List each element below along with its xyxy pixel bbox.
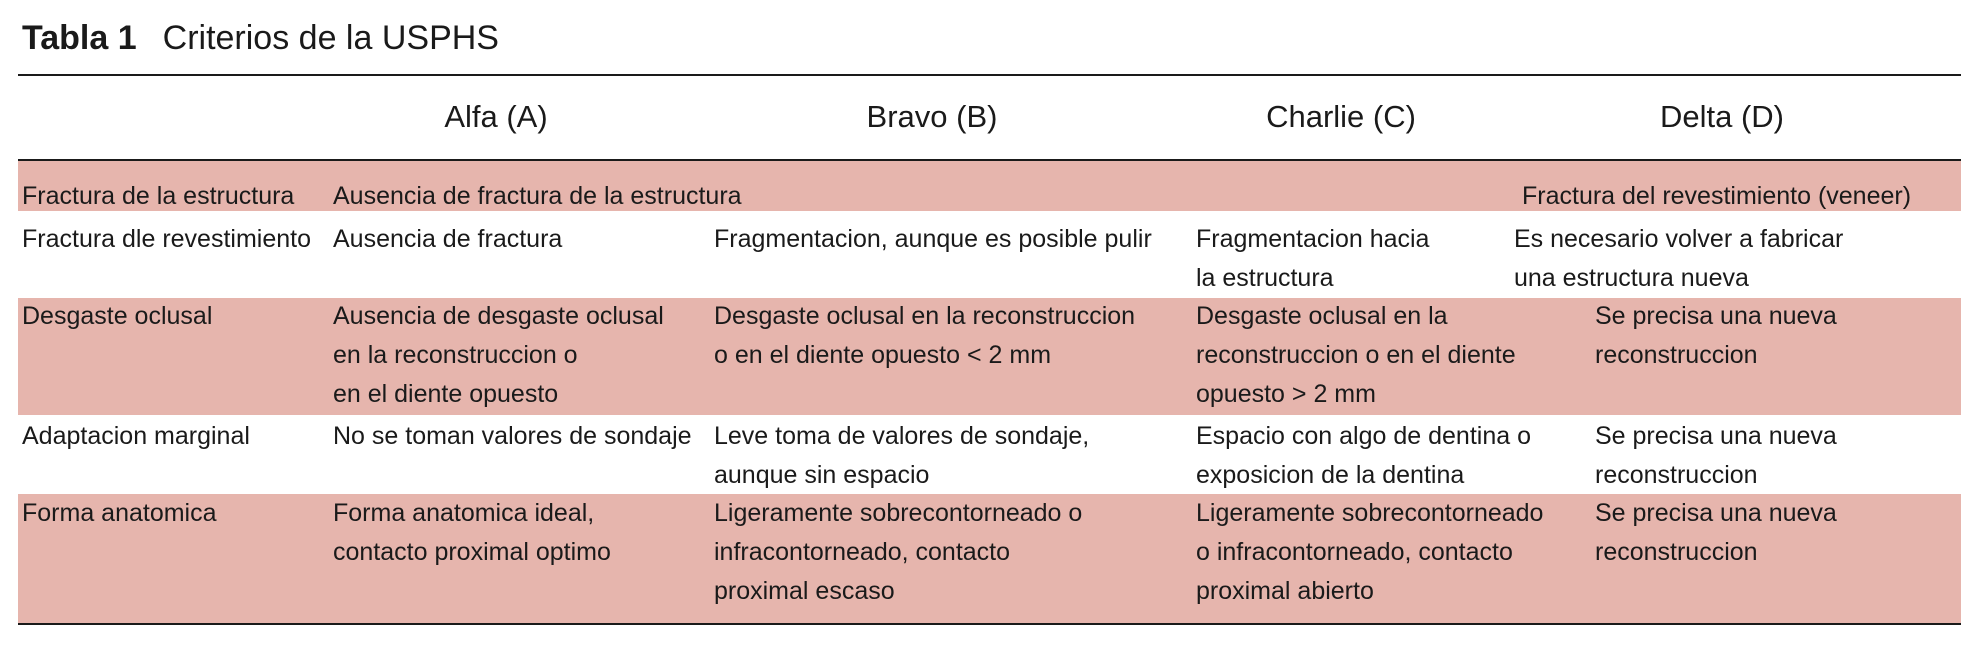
cell-line: Desgaste oclusal en la reconstruccion (714, 302, 1136, 330)
cell-line: Se precisa una nueva (1595, 499, 1837, 527)
cell-line: Ausencia de fractura (333, 225, 563, 253)
cell-line: Ausencia de fractura de la estructura (333, 182, 742, 210)
table-cell-label (22, 220, 311, 259)
cell-line: Fragmentacion, aunque es posible pulir (714, 225, 1152, 253)
cell-line: proximal escaso (714, 577, 895, 605)
cell-line: Ligeramente sobrecontorneado o (714, 499, 1083, 527)
cell-line: Leve toma de valores de sondaje, (714, 422, 1090, 450)
cell-line: en la reconstruccion o (333, 341, 578, 369)
cell-line: Fractura de la estructura (22, 182, 295, 210)
table-cell-a (333, 177, 742, 216)
table-cell-a (333, 494, 611, 572)
table-cell-b (714, 417, 1089, 495)
cell-line: Desgaste oclusal (22, 302, 213, 330)
table-cell-c (1196, 417, 1531, 495)
table-cell-label (22, 417, 250, 456)
table-cell-a (333, 220, 562, 259)
cell-line: Forma anatomica ideal, (333, 499, 595, 527)
cell-line: exposicion de la dentina (1196, 461, 1465, 489)
table-cell-a (333, 417, 692, 456)
cell-line: Desgaste oclusal en la (1196, 302, 1448, 330)
cell-line: proximal abierto (1196, 577, 1374, 605)
cell-line: infracontorneado, contacto (714, 538, 1011, 566)
cell-line: Fractura del revestimiento (veneer) (1522, 182, 1912, 210)
table-cell-c (1196, 220, 1429, 298)
column-header-charlie: Charlie (C) (1266, 99, 1416, 134)
table-cell-b (714, 494, 1082, 611)
cell-line: No se toman valores de sondaje (333, 422, 692, 450)
table-cell-label (22, 177, 294, 216)
cell-line: opuesto > 2 mm (1196, 380, 1376, 408)
table-cell-a (333, 297, 664, 414)
cell-line: aunque sin espacio (714, 461, 930, 489)
table-cell-d (1522, 177, 1911, 216)
cell-line: Fractura dle revestimiento (22, 225, 312, 253)
cell-line: Forma anatomica (22, 499, 217, 527)
table-title (22, 18, 499, 58)
cell-line: Ligeramente sobrecontorneado (1196, 499, 1544, 527)
column-header-bravo: Bravo (B) (866, 99, 998, 134)
cell-line: o infracontorneado, contacto (1196, 538, 1513, 566)
cell-line: Espacio con algo de dentina o (1196, 422, 1531, 450)
cell-line: contacto proximal optimo (333, 538, 611, 566)
cell-line: Adaptacion marginal (22, 422, 250, 450)
table-cell-d (1595, 494, 1837, 572)
top-rule (18, 74, 1961, 76)
table-cell-d (1595, 417, 1837, 495)
table-cell-c (1196, 494, 1543, 611)
cell-line: una estructura nueva (1514, 264, 1749, 292)
cell-line: Se precisa una nueva (1595, 302, 1837, 330)
table-cell-c (1196, 297, 1516, 414)
cell-line: Ausencia de desgaste oclusal (333, 302, 664, 330)
table-cell-d (1595, 297, 1837, 375)
table-cell-b (714, 297, 1135, 375)
table-number: Tabla 1 (22, 19, 137, 57)
bottom-rule (18, 623, 1961, 625)
table-cell-label (22, 297, 212, 336)
column-header-delta: Delta (D) (1659, 99, 1785, 134)
table-caption: Criterios de la USPHS (162, 19, 499, 57)
cell-line: reconstruccion (1595, 461, 1758, 489)
cell-line: en el diente opuesto (333, 380, 559, 408)
cell-line: o en el diente opuesto < 2 mm (714, 341, 1052, 369)
table-cell-d (1514, 220, 1843, 298)
cell-line: reconstruccion (1595, 538, 1758, 566)
cell-line: Se precisa una nueva (1595, 422, 1837, 450)
cell-line: la estructura (1196, 264, 1334, 292)
cell-line: reconstruccion o en el diente (1196, 341, 1516, 369)
cell-line: reconstruccion (1595, 341, 1758, 369)
cell-line: Fragmentacion hacia (1196, 225, 1430, 253)
table-cell-b (714, 220, 1152, 259)
column-header-alfa: Alfa (A) (444, 99, 548, 134)
cell-line: Es necesario volver a fabricar (1514, 225, 1844, 253)
table-cell-label (22, 494, 217, 533)
